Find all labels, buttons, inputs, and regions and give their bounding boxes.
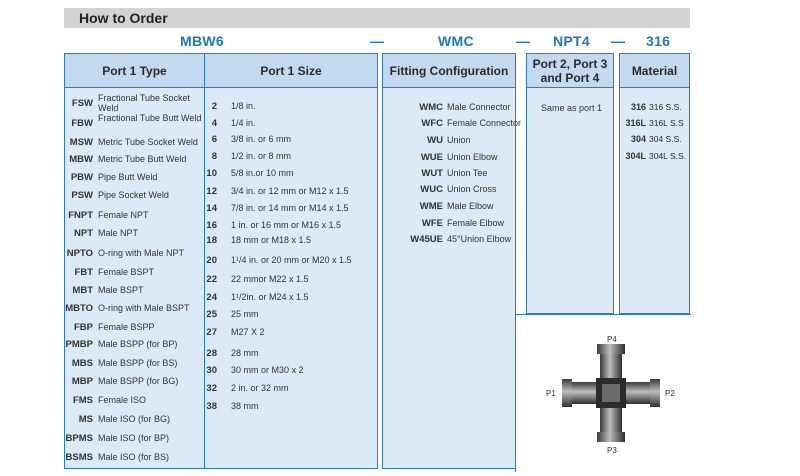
table-row: [65, 190, 204, 210]
fitting-code: W45UE: [410, 234, 443, 245]
port1-type-desc: Male NPT: [98, 228, 139, 238]
table-row: [65, 172, 204, 192]
port234-note: Same as port 1: [541, 103, 603, 113]
port1-size-desc: 1¹/2in. or M24 x 1.5: [231, 292, 309, 302]
port1-type-code: FSW: [71, 98, 93, 109]
table-row: [65, 395, 204, 415]
port1-size-code: 30: [206, 365, 217, 376]
port1-size-code: 2: [211, 101, 217, 112]
table-row: [620, 118, 689, 132]
material-code: 304: [630, 134, 646, 144]
port1-size-code: 25: [206, 309, 217, 320]
code-separator: —: [516, 33, 530, 49]
port234-panel: [526, 53, 614, 314]
port1-size-code: 38: [206, 401, 217, 412]
table-row: [620, 151, 689, 165]
port1-type-code: FBW: [71, 118, 93, 129]
table-row: [205, 220, 377, 236]
table-row: [205, 348, 377, 364]
port1-type-code: PMBP: [65, 339, 93, 350]
port1-type-code: MBW: [69, 154, 93, 165]
port1-size-desc: 1/2 in. or 8 mm: [231, 151, 292, 161]
code-port234: NPT4: [553, 33, 590, 49]
label-p2: P2: [665, 389, 675, 398]
material-code: 316L: [625, 118, 646, 128]
port1-type-desc: Metric Tube Butt Weld: [98, 154, 187, 164]
port1-size-code: 20: [206, 255, 217, 266]
fitting-config-heading: Fitting Configuration: [383, 54, 515, 88]
port1-type-code: PSW: [71, 190, 93, 201]
table-row: [383, 201, 515, 217]
port1-size-code: 10: [206, 168, 217, 179]
table-row: [620, 134, 689, 148]
table-row: [65, 376, 204, 396]
port1-size-desc: 18 mm or M18 x 1.5: [231, 235, 312, 245]
port1-type-code: FNPT: [68, 210, 93, 221]
fitting-code: WUE: [420, 152, 443, 163]
port1-type-desc: Male ISO (for BG): [98, 414, 171, 424]
port1-type-desc: Female ISO: [98, 395, 147, 405]
port1-type-code: BSMS: [65, 452, 93, 463]
code-port1: MBW6: [180, 33, 224, 49]
table-row: [383, 102, 515, 118]
port1-size-code: 12: [206, 186, 217, 197]
material-heading: Material: [620, 54, 689, 88]
port1-size-code: 6: [211, 134, 217, 145]
order-code-row: [0, 33, 800, 51]
fitting-code: WFE: [421, 218, 443, 229]
table-row: [205, 203, 377, 219]
port1-type-code: FBP: [74, 322, 93, 333]
table-row: [205, 383, 377, 399]
fitting-desc: Union Elbow: [447, 152, 498, 162]
table-row: [205, 365, 377, 381]
port1-size-desc: 22 mmor M22 x 1.5: [231, 274, 309, 284]
table-row: [205, 168, 377, 184]
table-row: [65, 154, 204, 174]
port1-type-desc: Fractional Tube Butt Weld: [98, 113, 202, 123]
table-row: [65, 210, 204, 230]
port1-type-desc: Male BSPT: [98, 285, 144, 295]
table-row: [383, 184, 515, 200]
port1-type-desc: Male BSPP (for BG): [98, 376, 179, 386]
table-row: [65, 267, 204, 287]
table-row: [205, 292, 377, 308]
port1-type-code: NPTO: [66, 248, 93, 259]
port1-size-desc: 7/8 in. or 14 mm or M14 x 1.5: [231, 203, 349, 213]
port1-size-code: 32: [206, 383, 217, 394]
table-row: [205, 274, 377, 290]
table-row: [65, 113, 204, 138]
fitting-desc: Female Connector: [447, 118, 522, 128]
label-p1: P1: [546, 389, 556, 398]
fitting-code: WFC: [421, 118, 443, 129]
port1-size-code: 8: [211, 151, 217, 162]
table-row: [205, 309, 377, 325]
port1-size-code: 14: [206, 203, 217, 214]
fitting-desc: Union Cross: [447, 184, 497, 194]
port1-size-desc: 3/4 in. or 12 mm or M12 x 1.5: [231, 186, 349, 196]
port1-size-panel: [204, 53, 378, 469]
fitting-code: WMC: [419, 102, 443, 113]
port1-type-desc: Female BSPP: [98, 322, 155, 332]
table-row: [383, 168, 515, 184]
table-row: [65, 339, 204, 359]
fitting-desc: Male Elbow: [447, 201, 494, 211]
code-separator: —: [611, 33, 625, 49]
fitting-code: WUT: [421, 168, 443, 179]
port1-size-code: 22: [206, 274, 217, 285]
port1-type-desc: Male ISO (for BP): [98, 433, 170, 443]
union-cross-diagram: [515, 314, 691, 472]
port1-type-code: MBS: [71, 358, 93, 369]
fitting-desc: Union: [447, 135, 471, 145]
port1-size-desc: 30 mm or M30 x 2: [231, 365, 304, 375]
port1-size-code: 27: [206, 327, 217, 338]
table-row: [383, 218, 515, 234]
port1-size-desc: 5/8 in.or 10 mm: [231, 168, 294, 178]
table-row: [65, 358, 204, 378]
port1-type-heading: Port 1 Type: [65, 54, 204, 88]
title-bar: [64, 8, 690, 28]
table-row: [205, 101, 377, 117]
fitting-config-panel: [382, 53, 522, 469]
port1-type-desc: Fractional Tube Socket Weld: [98, 93, 191, 113]
table-row: [65, 433, 204, 453]
port234-heading-line2: and Port 4: [540, 70, 600, 85]
table-row: [205, 327, 377, 343]
table-row: [383, 135, 515, 151]
port1-type-code: FBT: [74, 267, 93, 278]
table-row: [205, 186, 377, 202]
port1-size-desc: 1¹/4 in. or 20 mm or M20 x 1.5: [231, 255, 352, 265]
code-separator: —: [370, 33, 384, 49]
material-desc: 316L S.S: [649, 118, 684, 128]
table-row: [205, 235, 377, 251]
table-row: [65, 248, 204, 268]
material-desc: 304L S.S.: [649, 151, 687, 161]
code-fitting: WMC: [438, 33, 474, 49]
port234-heading-line1: Port 2, Port 3: [532, 56, 608, 71]
table-row: [205, 118, 377, 134]
port1-size-desc: 1/8 in.: [231, 101, 256, 111]
port1-size-desc: 3/8 in. or 6 mm: [231, 134, 292, 144]
fitting-desc: 45°Union Elbow: [447, 234, 512, 244]
material-code: 304L: [625, 151, 646, 161]
table-row: [65, 285, 204, 305]
fitting-desc: Male Connector: [447, 102, 511, 112]
port1-size-heading: Port 1 Size: [205, 54, 377, 88]
port234-heading: [527, 54, 613, 88]
port1-size-code: 16: [206, 220, 217, 231]
material-desc: 304 S.S.: [649, 134, 682, 144]
port1-type-desc: Female BSPT: [98, 267, 155, 277]
table-row: [383, 234, 515, 250]
port1-type-code: FMS: [72, 395, 93, 406]
port1-type-desc: Pipe Butt Weld: [98, 172, 158, 182]
port1-size-code: 28: [206, 348, 217, 359]
port1-type-desc: O-ring with Male BSPT: [98, 303, 190, 313]
port1-type-desc: O-ring with Male NPT: [98, 248, 185, 258]
material-desc: 316 S.S.: [649, 102, 682, 112]
table-row: [383, 118, 522, 134]
port1-type-code: PBW: [70, 172, 93, 183]
label-p3: P3: [607, 446, 617, 455]
table-row: [620, 102, 689, 116]
port1-type-code: MSW: [69, 137, 93, 148]
port1-size-code: 24: [206, 292, 217, 303]
port1-type-desc: Male BSPP (for BS): [98, 358, 178, 368]
table-row: [65, 303, 204, 323]
port1-size-desc: 1/4 in.: [231, 118, 256, 128]
port1-type-desc: Male BSPP (for BP): [98, 339, 178, 349]
code-material: 316: [646, 33, 671, 49]
table-row: [205, 151, 377, 167]
fitting-desc: Union Tee: [447, 168, 488, 178]
port1-size-desc: 2 in. or 32 mm: [231, 383, 289, 393]
port1-type-desc: Female NPT: [98, 210, 149, 220]
port1-size-desc: 25 mm: [231, 309, 259, 319]
label-p4: P4: [607, 335, 617, 344]
table-row: [65, 228, 204, 248]
table-row: [205, 401, 377, 417]
port1-size-desc: 28 mm: [231, 348, 259, 358]
table-row: [205, 255, 377, 271]
port1-size-desc: 1 in. or 16 mm or M16 x 1.5: [231, 220, 342, 230]
port1-type-desc: Metric Tube Socket Weld: [98, 137, 198, 147]
port1-size-code: 4: [211, 118, 217, 129]
port1-type-code: MBT: [72, 285, 93, 296]
port1-type-code: BPMS: [65, 433, 93, 444]
port1-type-desc: Pipe Socket Weld: [98, 190, 169, 200]
material-panel: [619, 53, 690, 314]
table-row: [205, 134, 377, 150]
table-row: [383, 152, 515, 168]
fitting-code: WU: [427, 135, 443, 146]
port1-size-desc: 38 mm: [231, 401, 259, 411]
port1-type-code: MS: [78, 414, 93, 425]
port1-size-code: 18: [206, 235, 217, 246]
port1-type-panel: [64, 53, 205, 469]
page-title: How to Order: [79, 10, 168, 26]
fitting-code: WUC: [420, 184, 443, 195]
fitting-code: WME: [419, 201, 443, 212]
table-row: [65, 452, 204, 472]
material-code: 316: [630, 102, 646, 112]
port1-size-desc: M27 X 2: [231, 327, 265, 337]
port1-type-desc: Male ISO (for BS): [98, 452, 170, 462]
table-row: [65, 414, 204, 434]
port1-type-code: MBP: [71, 376, 93, 387]
port1-type-code: MBTO: [65, 303, 93, 314]
fitting-desc: Female Elbow: [447, 218, 505, 228]
port1-type-code: NPT: [74, 228, 93, 239]
